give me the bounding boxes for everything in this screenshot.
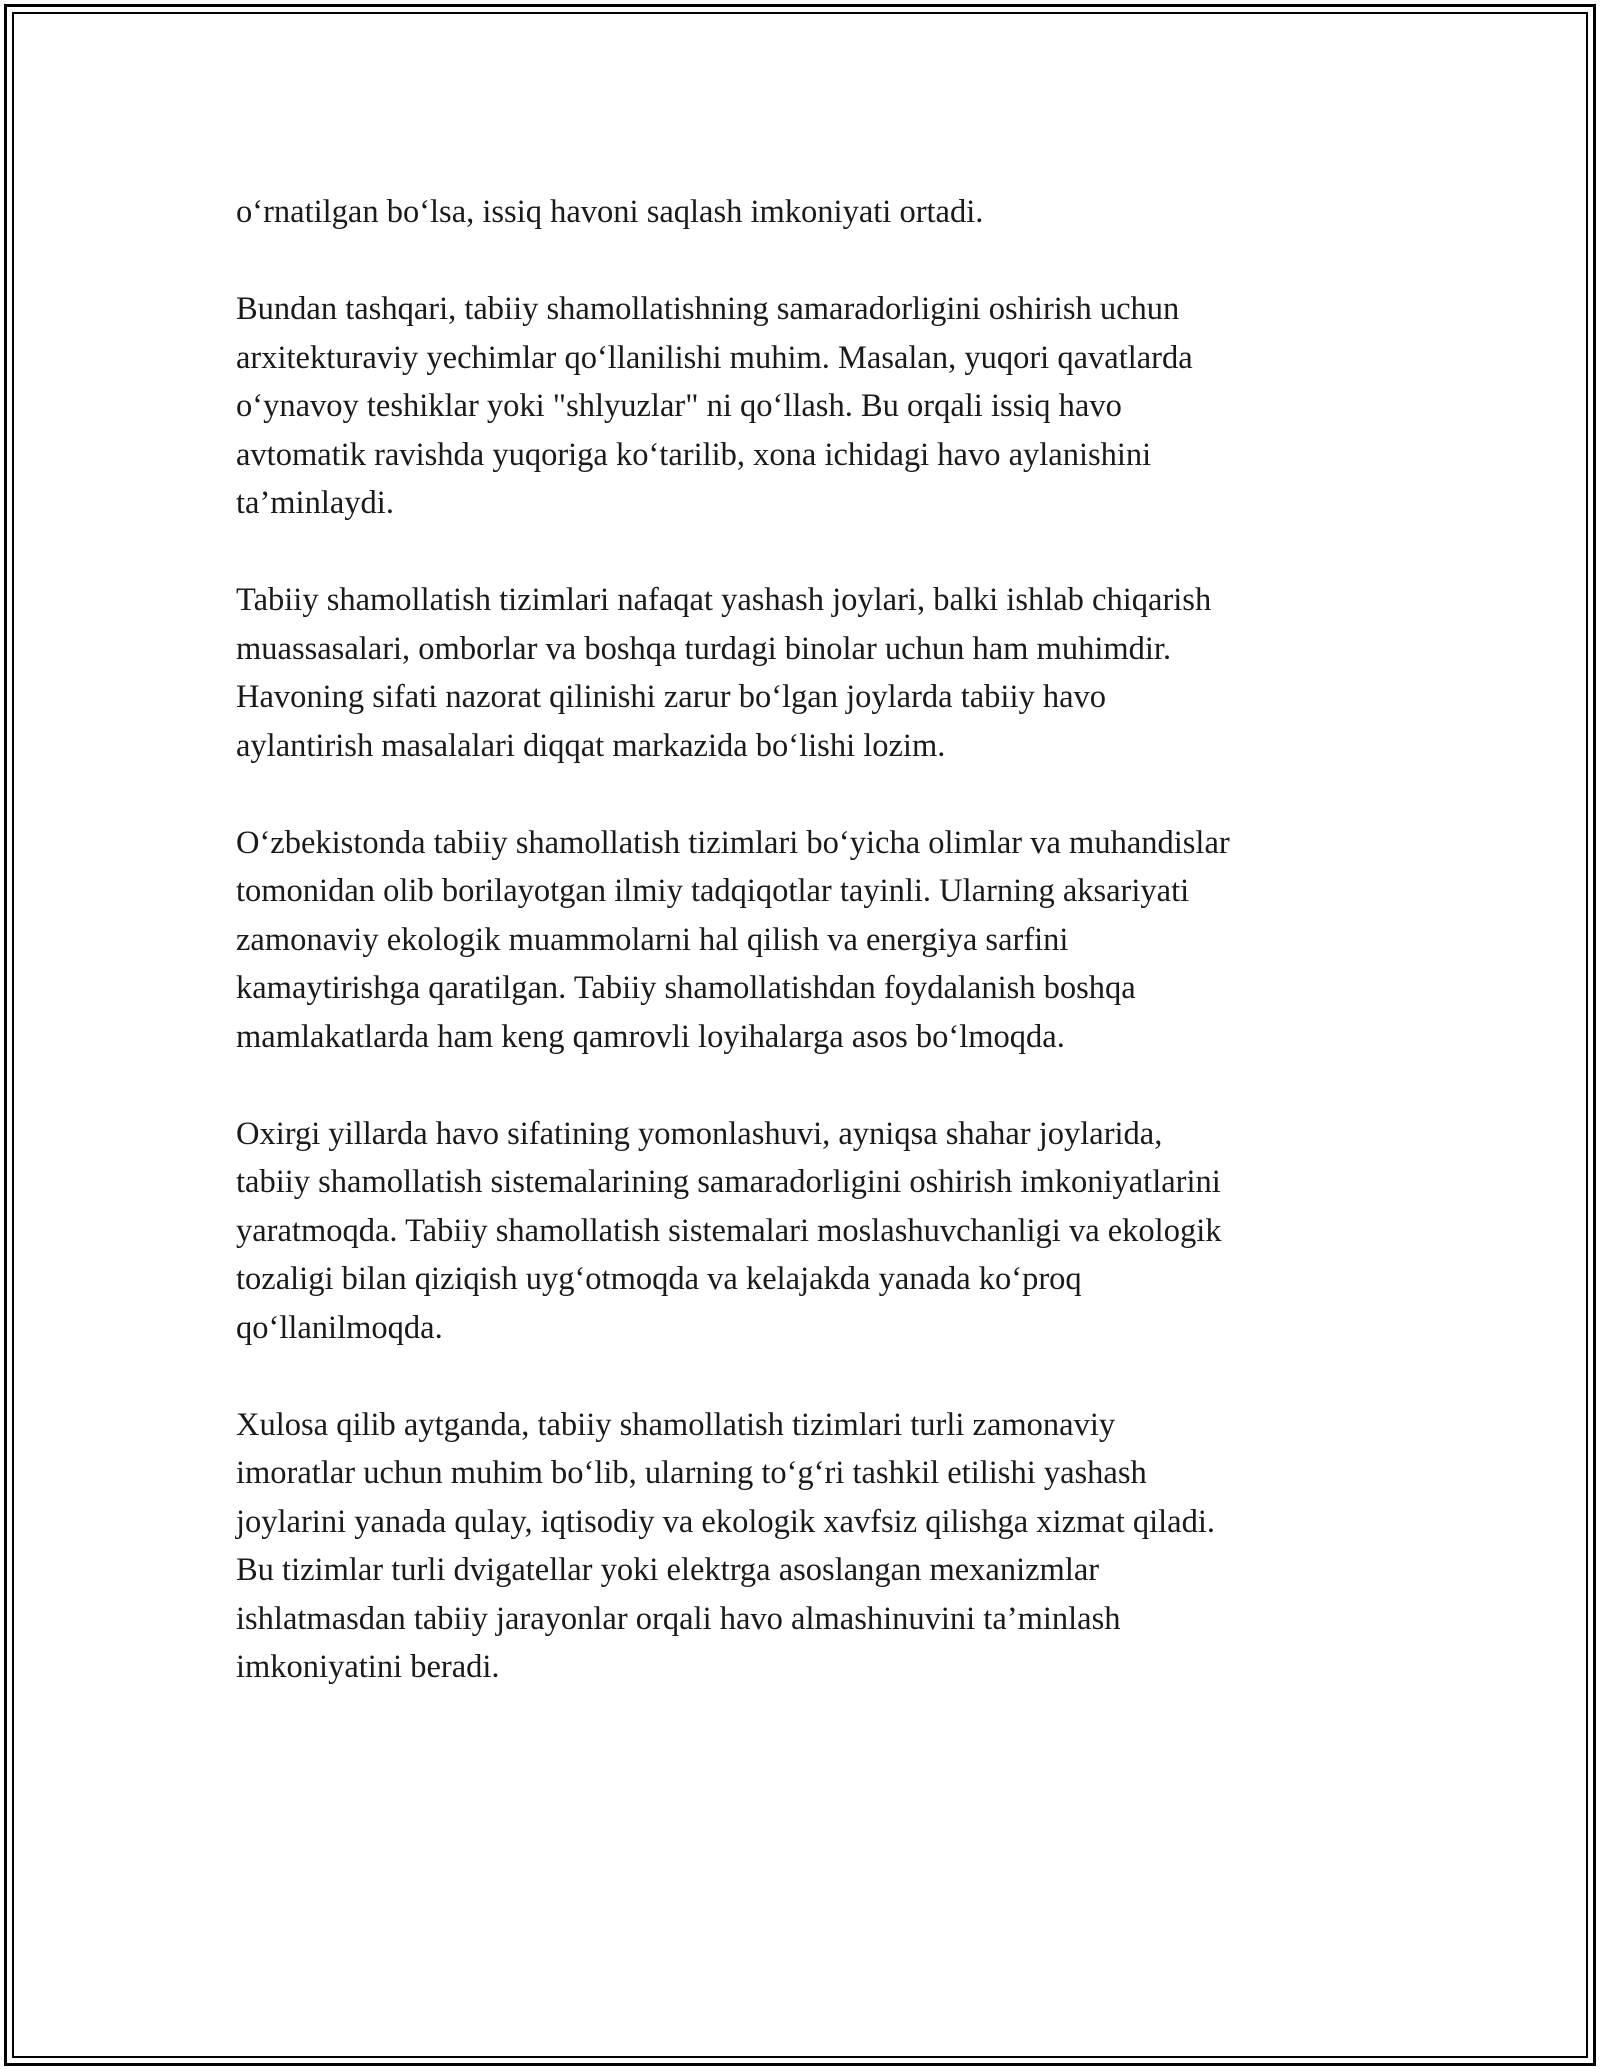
paragraph-3: Tabiiy shamollatish tizimlari nafaqat yashash joylari, balki ishlab chiqarish muassasalari, omborlar va boshqa turdagi binolar uchun ham muhimdir. Havoning sifati nazorat qilinishi zarur bo‘lgan joylarda tabiiy havo aylantirish masalalari diqqat markazida bo‘lishi lozim.	[236, 582, 1212, 764]
paragraph-4: O‘zbekistonda tabiiy shamollatish tizimlari bo‘yicha olimlar va muhandislar tomonidan olib borilayotgan ilmiy tadqiqotlar tayinli. Ularning aksariyati zamonaviy ekologik muammolarni hal qilish va energiya sarfini kamaytirishga qaratilgan. Tabiiy shamollatishdan foydalanish boshqa mamlakatlarda ham keng qamrovli loyihalarga asos bo‘lmoqda.	[236, 824, 1230, 1055]
paragraph-5: Oxirgi yillarda havo sifatining yomonlashuvi, ayniqsa shahar joylarida, tabiiy shamollatish sistemalarining samaradorligini oshirish imkoniyatlarini yaratmoqda. Tabiiy shamollatish sistemalari moslashuvchanligi va ekologik tozaligi bilan qiziqish uyg‘otmoqda va kelajakda yanada ko‘proq qo‘llanilmoqda.	[236, 1115, 1222, 1346]
document-body	[236, 188, 1386, 1740]
paragraph-2: Bundan tashqari, tabiiy shamollatishning samaradorligini oshirish uchun arxitekturaviy yechimlar qo‘llanilishi muhim. Masalan, yuqori qavatlarda o‘ynavoy teshiklar yoki "shlyuzlar" ni qo‘llash. Bu orqali issiq havo avtomatik ravishda yuqoriga ko‘tarilib, xona ichidagi havo aylanishini ta’minlaydi.	[236, 291, 1193, 521]
paragraph-1: o‘rnatilgan bo‘lsa, issiq havoni saqlash imkoniyati ortadi.	[236, 194, 984, 230]
paragraph-6: Xulosa qilib aytganda, tabiiy shamollatish tizimlari turli zamonaviy imoratlar uchun muhim bo‘lib, ularning to‘g‘ri tashkil etilishi yashash joylarini yanada qulay, iqtisodiy va ekologik xavfsiz qilishga xizmat qiladi. Bu tizimlar turli dvigatellar yoki elektrga asoslangan mexanizmlar ishlatmasdan tabiiy jarayonlar orqali havo almashinuvini ta’minlash imkoniyatini beradi.	[236, 1406, 1215, 1685]
